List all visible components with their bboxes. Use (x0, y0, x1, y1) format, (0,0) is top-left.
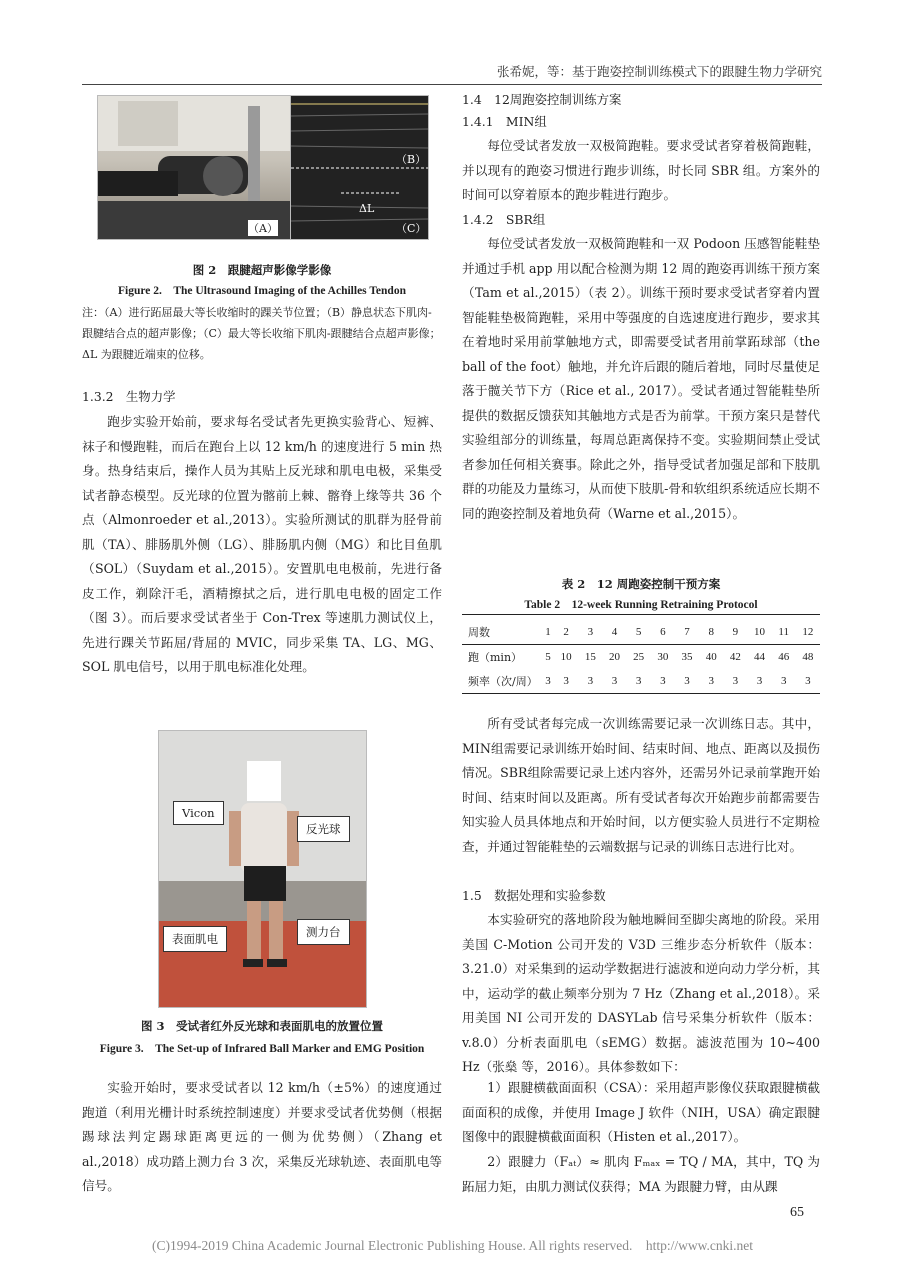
paragraph-experiment-start: 实验开始时，要求受试者以 12 km/h（±5%）的速度通过跑道（利用光栅计时系统控制速度）并要求受试者优势侧（根据踢球法判定踢球距离更远的一侧为优势侧）（Zhang et al.,2018）成功踏上测力台 3 次，采集反光球轨迹、表面肌电等信号。 (82, 1080, 442, 1193)
table-cell: 40 (705, 651, 717, 663)
table-cell: 2 (563, 626, 569, 638)
table-cell: 3 (732, 675, 739, 687)
paragraph-csa: 1）跟腱横截面面积（CSA）：采用超声影像仪获取跟腱横截面面积的成像，并使用 Image J 软件（NIH，USA）确定跟腱图像中的跟腱横截面面积（Histen et al.,2017）。 (462, 1080, 820, 1144)
paragraph-biomechanics: 跑步实验开始前，要求每名受试者先更换实验背心、短裤、袜子和慢跑鞋，而后在跑台上以 12 km/h 的速度进行 5 min 热身。热身结束后，操作人员为其贴上反光球和肌电电极，采集受试者静态模型。反光球的位置为髂前上棘、髂脊上缘等共 36 个点（Almonroeder et al.,2013）。实验所测试的肌群为胫骨前肌（TA）、腓肠肌外侧（LG）、腓肠肌内侧（MG）和比目鱼肌（SOL）（Suydam et al.,2015）。安置肌电电极前，先进行备皮工作，剃除汗毛，酒精擦拭之后，进行肌电电极的固定工作（图 3）。而后要求受试者坐于 Con-Trex 等速肌力测试仪上，先进行踝关节跖屈/背屈的 MVIC，同步采集 TA、LG、MG、SOL 肌电信号，以用于肌电标准化处理。 (82, 414, 442, 674)
paragraph-min-group: 每位受试者发放一双极简跑鞋。要求受试者穿着极简跑鞋，并以现有的跑姿习惯进行跑步训练，时长同 SBR 组。方案外的时间可以穿着原本的跑步鞋进行跑步。 (462, 138, 820, 202)
figure-3-label-plate: 测力台 (297, 919, 350, 945)
paragraph-training-log: 所有受试者每完成一次训练需要记录一次训练日志。其中，MIN组需要记录训练开始时间、结束时间、地点、距离以及损伤情况。SBR组除需要记录上述内容外，还需另外记录前掌跑开始时间、结束时间以及距离。所有受试者每次开始跑步前都需要告知实验人员具体地点和开始时间，以方便实验人员进行不定期检查，并通过智能鞋垫的云端数据与记录的训练日志进行比对。 (462, 716, 820, 854)
figure-2-caption-en: Figure 2. The Ultrasound Imaging of the Achilles Tendon (118, 285, 406, 297)
figure-2-note: 注：（A）进行跖屈最大等长收缩时的踝关节位置；（B）静息状态下肌肉-跟腱结合点的超声影像；（C）最大等长收缩下肌肉-跟腱结合点超声影像；ΔL 为跟腱近端束的位移。 (82, 306, 441, 361)
paragraph-tendon-force: 2）跟腱力（Fₐₜ）≈ 肌肉 Fₘₐₓ = TQ / MA，其中，TQ 为跖屈力矩，由肌力测试仪获得；MA 为跟腱力臂，由从踝 (462, 1154, 820, 1194)
table-cell: 48 (802, 651, 814, 663)
table-cell: 35 (681, 651, 693, 663)
ankle-dynamometer-illustration (98, 96, 291, 239)
table-cell: 3 (708, 675, 714, 687)
figure-2-label-a: （A） (248, 222, 278, 235)
table-2-caption-cn: 表 2 12 周跑姿控制干预方案 (561, 577, 721, 591)
table-row (462, 669, 820, 694)
table-row-label: 跑（min） (468, 651, 523, 664)
table-cell: 10 (754, 626, 766, 638)
table-row (462, 645, 820, 670)
table-cell: 1 (545, 626, 551, 638)
table-cell: 3 (660, 675, 666, 687)
paragraph-sbr-group: 每位受试者发放一双极简跑鞋和一双 Podoon 压感智能鞋垫并通过手机 app 用以配合检测为期 12 周的跑姿再训练干预方案（Tam et al.,2015）（表 2）。训练干预时要求受试者穿着内置智能鞋垫极简跑鞋，采用中等强度的自选速度进行跑步，要求其在着地时采用前掌触地方式，即需要受试者用前掌跖球部（the ball of the foot）触地，并允许后跟的随后着地，同时尽量使足落于髋关节下方（Rice et al., 2017）。受试者通过智能鞋垫所提供的数据反馈获知其触地方式是否为前掌。干预方案只是替代实验组部分的训练量，每周总距离保持不变。实验期间禁止受试者参加任何相关赛事。除此之外，指导受试者加强足部和下肢肌群的功能及力量练习，从而使下肢肌-骨和软组织系统适应长期不同的跑姿控制及着地负荷（Warne et al.,2015）。 (462, 236, 820, 521)
table-cell: 8 (708, 626, 714, 638)
table-cell: 3 (684, 675, 690, 687)
figure-3-label-emg: 表面肌电 (163, 926, 227, 952)
table-cell: 3 (545, 675, 551, 687)
section-1-5-heading: 1.5 数据处理和实验参数 (462, 888, 606, 903)
figure-2-ultrasound (290, 95, 429, 240)
table-row (462, 620, 820, 645)
table-cell: 3 (611, 675, 618, 687)
page-number: 65 (790, 1205, 804, 1220)
copyright-footer: (C)1994-2019 China Academic Journal Electronic Publishing House. All rights reserved. http://www.cnki.net (152, 1238, 753, 1253)
figure-3-caption-cn: 图 3 受试者红外反光球和表面肌电的放置位置 (140, 1019, 383, 1033)
table-cell: 3 (780, 675, 787, 687)
figure-2-caption-cn: 图 2 跟腱超声影像学影像 (192, 263, 332, 277)
table-cell: 44 (754, 651, 766, 663)
table-2-caption-en: Table 2 12-week Running Retraining Protocol (524, 599, 758, 611)
table-cell: 6 (660, 626, 666, 638)
table-cell: 3 (563, 675, 569, 687)
figure-2-label-c: （C） (396, 222, 427, 235)
section-1-4-2-heading: 1.4.2 SBR组 (462, 212, 546, 227)
table-cell: 42 (729, 651, 741, 663)
table-cell: 4 (611, 626, 618, 638)
figure-2-label-b: （B） (396, 153, 427, 166)
figure-3-caption-en: Figure 3. The Set-up of Infrared Ball Marker and EMG Position (99, 1043, 425, 1055)
table-cell: 5 (635, 626, 642, 638)
table-row-label: 周数 (468, 626, 490, 639)
table-cell: 3 (635, 675, 642, 687)
figure-2-label-dl: ΔL (359, 202, 375, 215)
table-2-top-rule (462, 614, 820, 615)
table-cell: 10 (560, 651, 572, 663)
table-cell: 3 (805, 675, 811, 687)
table-cell: 15 (584, 651, 596, 663)
table-cell: 11 (778, 626, 789, 638)
table-cell: 3 (587, 626, 594, 638)
table-cell: 46 (778, 651, 790, 663)
running-header: 张希妮，等：基于跑姿控制训练模式下的跟腱生物力学研究 (496, 64, 822, 79)
table-cell: 7 (684, 626, 690, 638)
table-cell: 3 (756, 675, 763, 687)
table-cell: 20 (609, 651, 620, 663)
table-cell: 3 (587, 675, 594, 687)
section-1-3-2-heading: 1.3.2 生物力学 (82, 389, 176, 404)
ultrasound-image (291, 96, 428, 239)
table-cell: 30 (657, 651, 669, 663)
figure-2-photo-a (97, 95, 292, 240)
table-cell: 9 (732, 626, 739, 638)
table-row-label: 频率（次/周） (468, 675, 538, 688)
figure-3-label-marker: 反光球 (297, 816, 350, 842)
figure-3-photo (158, 730, 367, 1008)
subject-setup-illustration (159, 731, 366, 1007)
figure-3-label-vicon: Vicon (173, 801, 224, 825)
table-cell: 5 (545, 651, 551, 663)
section-1-4-heading: 1.4 12周跑姿控制训练方案 (462, 92, 622, 107)
table-cell: 25 (633, 651, 645, 663)
paragraph-data-processing: 本实验研究的落地阶段为触地瞬间至脚尖离地的阶段。采用美国 C-Motion 公司开发的 V3D 三维步态分析软件（版本：3.21.0）对采集到的运动学数据进行滤波和逆向动力学分析，其中，运动学的截止频率分别为 7 Hz（Zhang et al.,2018）。采用美国 NI 公司开发的 DASYLab 信号采集分析软件（版本：v.8.0）分析表面肌电（sEMG）数据。滤波范围为 10~400 Hz（张燊 等，2016）。具体参数如下： (462, 912, 820, 1074)
header-rule (82, 84, 822, 85)
table-cell: 12 (802, 626, 814, 638)
section-1-4-1-heading: 1.4.1 MIN组 (462, 114, 547, 129)
table-2 (462, 620, 820, 694)
